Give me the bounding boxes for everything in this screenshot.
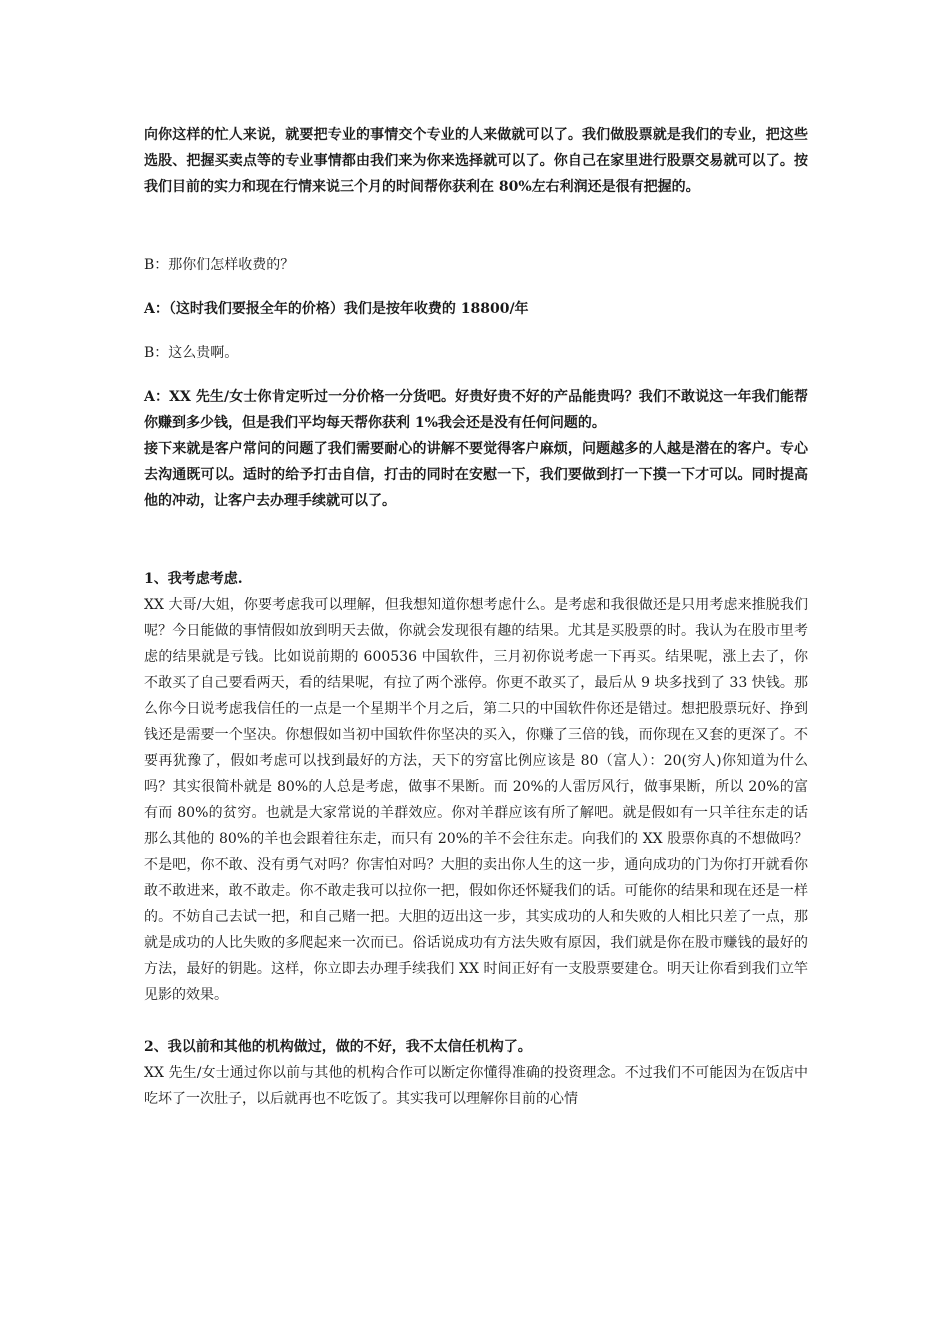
section-heading-1: 1、我考虑考虑. <box>144 571 243 587</box>
section-body-2: XX 先生/女士通过你以前与其他的机构合作可以断定你懂得准确的投资理念。不过我们不可能因为在饭店中吃坏了一次肚子，以后就再也不吃饭了。其实我可以理解你目前的心情 <box>144 1065 808 1107</box>
section-body-1: XX 大哥/大姐，你要考虑我可以理解，但我想知道你想考虑什么。是考虑和我很做还是只用考虑来推脱我们呢？今日能做的事情假如放到明天去做，你就会发现很有趣的结果。尤其是买股票的时。我认为在股市里考虑的结果就是亏钱。比如说前期的 600536 中国软件，三月初你说考虑一下再买。结果呢，涨上去了，你不敢买了自己要看两天，看的结果呢，有拉了两个涨停。你更不敢买了，最后从 9 块多找到了 33 快钱。那么你今日说考虑我信任的一点是一个星期半个月之后，第二只的中国软件你还是错过。想把股票玩好、挣到钱还是需要一个坚决。你想假如当初中国软件你坚决的买入，你赚了三倍的钱，而你现在又套的更深了。不要再犹豫了，假如考虑可以找到最好的方法，天下的穷富比例应该是 80（富人）：20(穷人)你知道为什么吗？其实很简朴就是 80%的人总是考虑，做事不果断。而 20%的人雷厉风行，做事果断，所以 20%的富有而 80%的贫穷。也就是大家常说的羊群效应。你对羊群应该有所了解吧。就是假如有一只羊往东走的话那么其他的 80%的羊也会跟着往东走，而只有 20%的羊不会往东走。向我们的 XX 股票你真的不想做吗？不是吧，你不敢、没有勇气对吗？你害怕对吗？大胆的卖出你人生的这一步，通向成功的门为你打开就看你敢不敢进来，敢不敢走。你不敢走我可以拉你一把，假如你还怀疑我们的话。可能你的结果和现在还是一样的。不妨自己去试一把，和自己赌一把。大胆的迈出这一步，其实成功的人和失败的人相比只差了一点，那就是成功的人比失败的多爬起来一次而已。俗话说成功有方法失败有原因，我们就是你在股市赚钱的最好的方法，最好的钥匙。这样，你立即去办理手续我们 XX 时间正好有一支股票要建仓。明天让你看到我们立竿见影的效果。 <box>144 597 808 1003</box>
dialogue-a-price: A：（这时我们要报全年的价格）我们是按年收费的 18800/年 <box>144 301 529 317</box>
dialogue-a-value: A：XX 先生/女士你肯定听过一分价格一分货吧。好贵好贵不好的产品能贵吗？我们不敢说这一年我们能帮你赚到多少钱，但是我们平均每天帮你获利 1%我会还是没有任何问题的。 <box>144 389 808 431</box>
intro-paragraph: 向你这样的忙人来说，就要把专业的事情交个专业的人来做就可以了。我们做股票就是我们的专业，把这些选股、把握买卖点等的专业事情都由我们来为你来选择就可以了。你自己在家里进行股票交易就可以了。按我们目前的实力和现在行情来说三个月的时间帮你获利在 80%左右利润还是很有把握的。 <box>144 127 808 195</box>
dialogue-b-fee-question: B：那你们怎样收费的？ <box>144 257 295 273</box>
section-heading-2: 2、我以前和其他的机构做过，做的不好，我不太信任机构了。 <box>144 1039 532 1055</box>
dialogue-b-expensive: B：这么贵啊。 <box>144 345 239 361</box>
guidance-paragraph: 接下来就是客户常问的问题了我们需要耐心的讲解不要觉得客户麻烦，问题越多的人越是潜在的客户。专心去沟通既可以。适时的给予打击自信，打击的同时在安慰一下，我们要做到打一下摸一下才可以。同时提高他的冲动，让客户去办理手续就可以了。 <box>144 441 808 509</box>
document-page <box>144 122 808 1112</box>
